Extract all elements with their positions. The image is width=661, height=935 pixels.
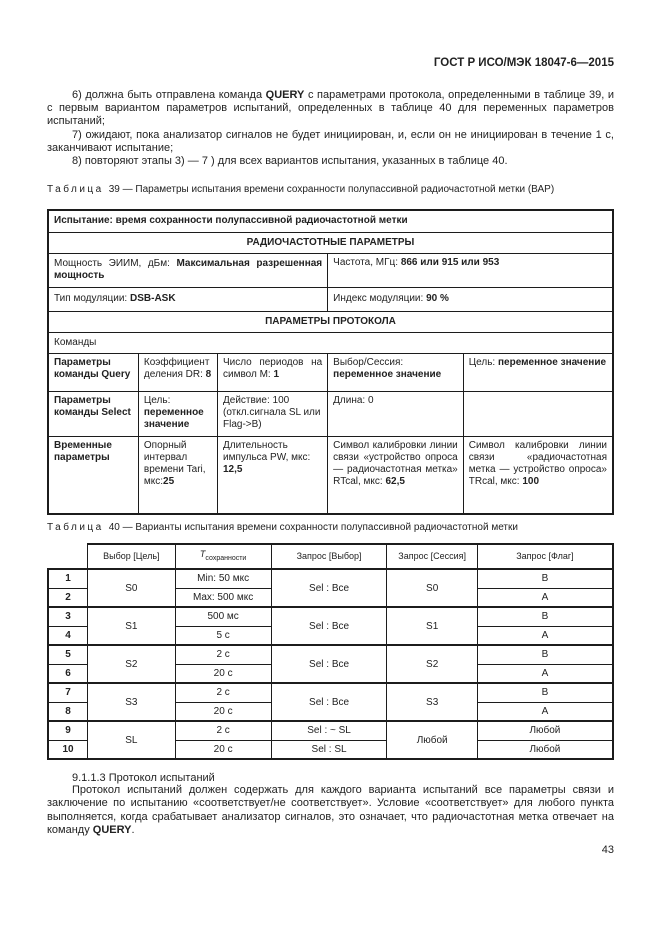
t-cell: 2 с — [175, 645, 271, 664]
row-number: 5 — [48, 645, 88, 664]
flag-cell: Любой — [477, 721, 613, 740]
table-row — [48, 683, 613, 702]
t39-select-row-label: Параметры команды Select — [48, 391, 138, 436]
t39-query-session-cell — [328, 353, 464, 391]
session-cell: S3 — [387, 683, 477, 721]
target-cell: SL — [88, 721, 176, 759]
target-cell: S1 — [88, 607, 176, 645]
flag-cell: A — [477, 626, 613, 645]
flag-cell: B — [477, 607, 613, 626]
flag-cell: Любой — [477, 740, 613, 759]
t40-col-select-target: Выбор [Цель] — [88, 544, 176, 569]
t39-power-cell — [48, 253, 328, 287]
row-number: 10 — [48, 740, 88, 759]
t-cell: 5 с — [175, 626, 271, 645]
session-cell: S1 — [387, 607, 477, 645]
session-cell: S0 — [387, 569, 477, 607]
table-row — [48, 311, 613, 332]
t39-select-action-cell: Действие: 100 (откл.сигнала SL или Flag->B) — [217, 391, 327, 436]
table-row — [48, 353, 613, 391]
table39-caption — [47, 184, 614, 195]
intro-item-6-text-rest: с параметрами протокола, определенными в таблице 39, и с первым вариантом параметров испытаний, определенных в таблице 40 для переменных параметров испытаний; — [47, 89, 614, 128]
query-command-label: QUERY — [92, 823, 132, 836]
row-number: 9 — [48, 721, 88, 740]
target-cell: S3 — [88, 683, 176, 721]
intro-item-8: 8) повторяют этапы 3) — 7 ) для всех вариантов испытания, указанных в таблице 40. — [72, 155, 508, 168]
t39-section-rf: РАДИОЧАСТОТНЫЕ ПАРАМЕТРЫ — [48, 232, 613, 253]
t-subscript: сохранности — [205, 555, 247, 563]
flag-cell: A — [477, 702, 613, 721]
session-cell: S2 — [387, 645, 477, 683]
table-row — [48, 332, 613, 353]
query-command-label: QUERY — [265, 89, 305, 101]
flag-cell: B — [477, 645, 613, 664]
row-number: 6 — [48, 664, 88, 683]
table-row — [48, 253, 613, 287]
table-row — [48, 210, 613, 232]
row-number: 8 — [48, 702, 88, 721]
t39-modulation-cell — [48, 287, 328, 311]
t39-select-target-cell — [138, 391, 217, 436]
modulation-label: Тип модуляции: — [54, 293, 130, 305]
t40-corner-cell — [48, 544, 88, 569]
table39 — [47, 209, 614, 515]
qsel-cell: Sel : SL — [271, 740, 387, 759]
flag-cell: A — [477, 664, 613, 683]
t39-query-row-label: Параметры команды Query — [48, 353, 138, 391]
t39-section-protocol: ПАРАМЕТРЫ ПРОТОКОЛА — [48, 311, 613, 332]
t39-trcal-cell — [463, 436, 613, 514]
qsel-cell: Sel : Все — [271, 569, 387, 607]
table-row — [48, 232, 613, 253]
flag-cell: A — [477, 588, 613, 607]
t39-query-target-cell — [463, 353, 613, 391]
qsel-cell: Sel : ~ SL — [271, 721, 387, 740]
page-header: ГОСТ Р ИСО/МЭК 18047-6—2015 — [433, 57, 614, 69]
t39-frequency-cell — [328, 253, 613, 287]
table-row — [48, 436, 613, 514]
row-number: 1 — [48, 569, 88, 588]
table-row — [48, 391, 613, 436]
page-number: 43 — [601, 844, 614, 857]
t-cell: Max: 500 мкс — [175, 588, 271, 607]
session-label: Выбор/Сессия: — [333, 356, 404, 368]
target-label: Цель: — [468, 356, 498, 368]
select-target-value: переменное значение — [143, 406, 204, 430]
t39-select-empty-cell — [463, 391, 613, 436]
t39-query-dr-cell — [138, 353, 217, 391]
dr-value: 8 — [205, 368, 212, 380]
frequency-label: Частота, МГц: — [333, 256, 401, 268]
pw-value: 12,5 — [222, 463, 243, 475]
table-row — [48, 607, 613, 626]
t39-timing-row-label: Временные параметры — [48, 436, 138, 514]
t-cell: 20 с — [175, 702, 271, 721]
t-cell: 2 с — [175, 721, 271, 740]
table39-caption-text: 39 — Параметры испытания времени сохранности полупассивной радиочастотной метки (ВАР) — [108, 184, 555, 196]
tari-label: Опорный интервал времени Tari, мкс: — [143, 439, 206, 487]
t39-mod-index-cell — [328, 287, 613, 311]
t39-rtcal-cell — [328, 436, 464, 514]
t-symbol: T — [199, 549, 206, 560]
t-cell: Min: 50 мкс — [175, 569, 271, 588]
modulation-value: DSB-ASK — [130, 293, 176, 305]
intro-item-6 — [47, 89, 614, 129]
t-cell: 2 с — [175, 683, 271, 702]
t40-col-t-retention — [175, 544, 271, 569]
clause-paragraph — [47, 784, 614, 837]
t40-col-query-flag: Запрос [Флаг] — [477, 544, 613, 569]
table-row — [48, 569, 613, 588]
flag-cell: B — [477, 569, 613, 588]
target-cell: S2 — [88, 645, 176, 683]
t-cell: 20 с — [175, 740, 271, 759]
session-value: переменное значение — [333, 368, 442, 380]
qsel-cell: Sel : Все — [271, 645, 387, 683]
m-value: 1 — [273, 368, 280, 380]
t40-col-query-select: Запрос [Выбор] — [271, 544, 387, 569]
intro-item-6-text: 6) должна быть отправлена команда — [72, 89, 266, 101]
qsel-cell: Sel : Все — [271, 607, 387, 645]
table40-caption — [47, 522, 614, 533]
table39-caption-word: Таблица — [47, 184, 104, 196]
t40-col-query-session: Запрос [Сессия] — [387, 544, 477, 569]
clause-text-end: . — [131, 823, 135, 836]
table40 — [47, 543, 614, 760]
t39-query-m-cell — [217, 353, 327, 391]
trcal-value: 100 — [522, 475, 540, 487]
table-row — [48, 721, 613, 740]
row-number: 3 — [48, 607, 88, 626]
power-label: Мощность ЭИИМ, дБм: — [54, 258, 177, 270]
tari-value: 25 — [163, 475, 175, 487]
intro-item-7: 7) ожидают, пока анализатор сигналов не будет инициирован, и, если он не инициирован в течение 1 с, заканчивают испытание; — [47, 128, 614, 154]
frequency-value: 866 или 915 или 953 — [400, 256, 500, 268]
row-number: 7 — [48, 683, 88, 702]
dr-label: Коэффициент деления DR: — [143, 356, 210, 380]
mod-index-label: Индекс модуляции: — [333, 293, 427, 305]
t39-test-title: Испытание: время сохранности полупассивной радиочастотной метки — [48, 210, 613, 232]
clause-heading: 9.1.1.3 Протокол испытаний — [72, 772, 215, 785]
table40-caption-word: Таблица — [47, 522, 104, 534]
trcal-label: Символ калибровки линии связи «радиочастотная метка — устройство опроса» TRcal, мкс: — [468, 439, 607, 487]
flag-cell: B — [477, 683, 613, 702]
t39-commands-cell: Команды — [48, 332, 613, 353]
row-number: 2 — [48, 588, 88, 607]
table-header-row — [48, 544, 613, 569]
mod-index-value: 90 % — [426, 293, 449, 305]
t-cell: 500 мс — [175, 607, 271, 626]
session-cell: Любой — [387, 721, 477, 759]
t39-pw-cell — [217, 436, 327, 514]
row-number: 4 — [48, 626, 88, 645]
t39-select-length-cell: Длина: 0 — [328, 391, 464, 436]
rtcal-label: Символ калибровки линии связи «устройство опроса — радиочастотная метка» RTcal, мкс: — [333, 439, 458, 487]
table-row — [48, 645, 613, 664]
qsel-cell: Sel : Все — [271, 683, 387, 721]
t39-tari-cell — [138, 436, 217, 514]
target-cell: S0 — [88, 569, 176, 607]
t-cell: 20 с — [175, 664, 271, 683]
pw-label: Длительность импульса PW, мкс: — [222, 439, 311, 463]
rtcal-value: 62,5 — [385, 475, 405, 487]
table-row — [48, 287, 613, 311]
select-target-label: Цель: — [143, 394, 171, 406]
power-value: Максимальная разрешенная мощность — [54, 258, 323, 282]
table40-caption-text: 40 — Варианты испытания времени сохранности полупассивной радиочастотной метки — [108, 522, 518, 534]
m-label: Число периодов на символ M: — [222, 356, 323, 380]
target-value: переменное значение — [497, 356, 607, 368]
clause-text: Протокол испытаний должен содержать для каждого варианта испытаний все параметры связи и заключение по испытанию «соответствует/не соответствует». Условие «соответствует» для любого пункта выполняется, когда срабатывает анализатор сигналов, это означает, что радиочастотная метка отвечает на команду — [47, 784, 614, 836]
